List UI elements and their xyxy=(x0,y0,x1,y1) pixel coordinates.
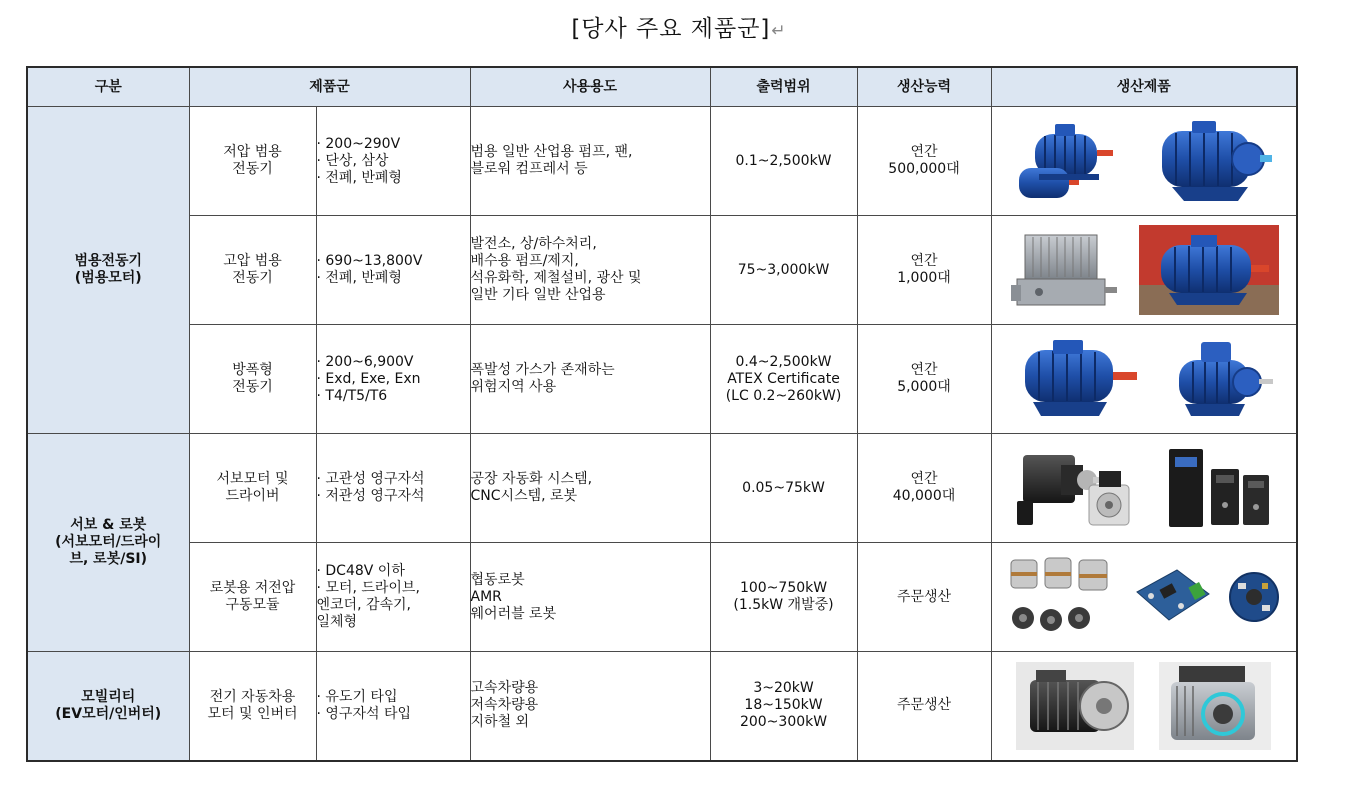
servo-motor-icon xyxy=(1015,445,1140,531)
product-table xyxy=(26,66,1298,762)
spec-cell: · DC48V 이하 · 모터, 드라이브, 엔코더, 감속기, 일체형 xyxy=(316,543,470,652)
spec-cell: · 200~6,900V · Exd, Exe, Exn · T4/T5/T6 xyxy=(316,325,470,434)
product-images-cell xyxy=(991,216,1297,325)
blue-motor-icon xyxy=(1015,116,1125,206)
output-cell: 0.1~2,500kW xyxy=(710,107,857,216)
capacity-cell: 주문생산 xyxy=(857,652,991,761)
round-board-icon xyxy=(1226,569,1282,625)
table-row xyxy=(27,434,1297,543)
blue-motor-icon xyxy=(1148,117,1273,205)
header-category: 구분 xyxy=(27,67,189,107)
output-cell: 100~750kW (1.5kW 개발중) xyxy=(710,543,857,652)
page-title xyxy=(0,10,1358,43)
usage-cell: 범용 일반 산업용 펌프, 팬, 블로워 컴프레서 등 xyxy=(470,107,710,216)
capacity-cell: 연간 500,000대 xyxy=(857,107,991,216)
spec-cell: · 690~13,800V · 전폐, 반폐형 xyxy=(316,216,470,325)
circuit-board-icon xyxy=(1131,562,1213,632)
category-cell: 모빌리티 (EV모터/인버터) xyxy=(27,652,189,761)
product-name-cell: 전기 자동차용 모터 및 인버터 xyxy=(189,652,316,761)
usage-cell: 고속차량용 저속차량용 지하철 외 xyxy=(470,652,710,761)
usage-cell: 발전소, 상/하수처리, 배수용 펌프/제지, 석유화학, 제철설비, 광산 및 일반 기타 일반 산업용 xyxy=(470,216,710,325)
table-row xyxy=(27,325,1297,434)
table-row xyxy=(27,543,1297,652)
product-name-cell: 방폭형 전동기 xyxy=(189,325,316,434)
header-products: 생산제품 xyxy=(991,67,1297,107)
blue-motor-icon xyxy=(1139,225,1279,315)
blue-motor-icon xyxy=(1013,336,1143,422)
usage-cell: 폭발성 가스가 존재하는 위험지역 사용 xyxy=(470,325,710,434)
output-cell: 0.4~2,500kW ATEX Certificate (LC 0.2~260kW) xyxy=(710,325,857,434)
table-row xyxy=(27,107,1297,216)
product-name-cell: 로봇용 저전압 구동모듈 xyxy=(189,543,316,652)
product-name-cell: 저압 범용 전동기 xyxy=(189,107,316,216)
output-cell: 75~3,000kW xyxy=(710,216,857,325)
spec-cell: · 고관성 영구자석 · 저관성 영구자석 xyxy=(316,434,470,543)
ev-motor-inverter-icon xyxy=(1159,662,1271,750)
product-images-cell xyxy=(991,652,1297,761)
actuator-module-icon xyxy=(1005,554,1117,640)
header-usage: 사용용도 xyxy=(470,67,710,107)
spec-cell: · 유도기 타입 · 영구자석 타입 xyxy=(316,652,470,761)
output-cell: 3~20kW 18~150kW 200~300kW xyxy=(710,652,857,761)
grey-hv-motor-icon xyxy=(1009,225,1121,315)
capacity-cell: 연간 1,000대 xyxy=(857,216,991,325)
header-product-group: 제품군 xyxy=(189,67,470,107)
spec-cell: · 200~290V · 단상, 삼상 · 전폐, 반폐형 xyxy=(316,107,470,216)
title-text: [당사 주요 제품군] xyxy=(571,16,771,42)
usage-cell: 공장 자동화 시스템, CNC시스템, 로봇 xyxy=(470,434,710,543)
product-images-cell xyxy=(991,434,1297,543)
product-images-cell xyxy=(991,107,1297,216)
ev-motor-icon xyxy=(1016,662,1134,750)
capacity-cell: 연간 5,000대 xyxy=(857,325,991,434)
table-row xyxy=(27,652,1297,761)
header-row xyxy=(27,67,1297,107)
table-row xyxy=(27,216,1297,325)
header-output-range: 출력범위 xyxy=(710,67,857,107)
blue-motor-icon xyxy=(1165,336,1275,422)
output-cell: 0.05~75kW xyxy=(710,434,857,543)
product-name-cell: 고압 범용 전동기 xyxy=(189,216,316,325)
return-mark-icon: ↵ xyxy=(771,21,787,41)
capacity-cell: 주문생산 xyxy=(857,543,991,652)
usage-cell: 협동로봇 AMR 웨어러블 로봇 xyxy=(470,543,710,652)
category-cell: 서보 & 로봇 (서보모터/드라이 브, 로봇/SI) xyxy=(27,434,189,652)
product-name-cell: 서보모터 및 드라이버 xyxy=(189,434,316,543)
servo-driver-icon xyxy=(1163,445,1273,531)
header-capacity: 생산능력 xyxy=(857,67,991,107)
capacity-cell: 연간 40,000대 xyxy=(857,434,991,543)
product-images-cell xyxy=(991,325,1297,434)
product-images-cell xyxy=(991,543,1297,652)
category-cell: 범용전동기 (범용모터) xyxy=(27,107,189,434)
